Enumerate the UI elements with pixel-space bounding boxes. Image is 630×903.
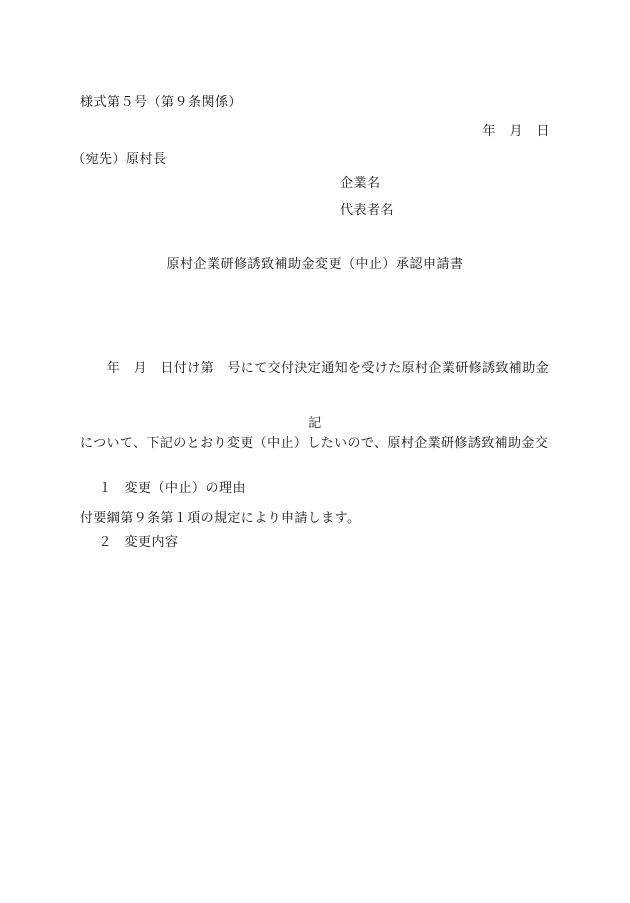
representative-label: 代表者名 (340, 203, 395, 218)
body-line-3: 付要綱第９条第１項の規定により申請します。 (80, 511, 361, 526)
ki-heading: 記 (308, 416, 322, 431)
item-number: ２ (98, 535, 113, 550)
date-line: 年 月 日 (482, 124, 550, 139)
list-item (80, 523, 179, 562)
addressee: （宛先）原村長 (72, 152, 167, 167)
list-item (80, 469, 246, 508)
form-number: 様式第５号（第９条関係） (80, 95, 243, 110)
body-line-2: について、下記のとおり変更（中止）したいので、原村企業研修誘致補助金交 (80, 436, 549, 451)
document-title: 原村企業研修誘致補助金変更（中止）承認申請書 (166, 257, 464, 272)
body-line-1: 年 月 日付け第 号にて交付決定通知を受けた原村企業研修誘致補助金 (80, 361, 550, 376)
company-name-label: 企業名 (340, 176, 381, 191)
item-label: 変更（中止）の理由 (124, 481, 247, 496)
item-number: １ (98, 481, 113, 496)
item-label: 変更内容 (124, 535, 179, 550)
